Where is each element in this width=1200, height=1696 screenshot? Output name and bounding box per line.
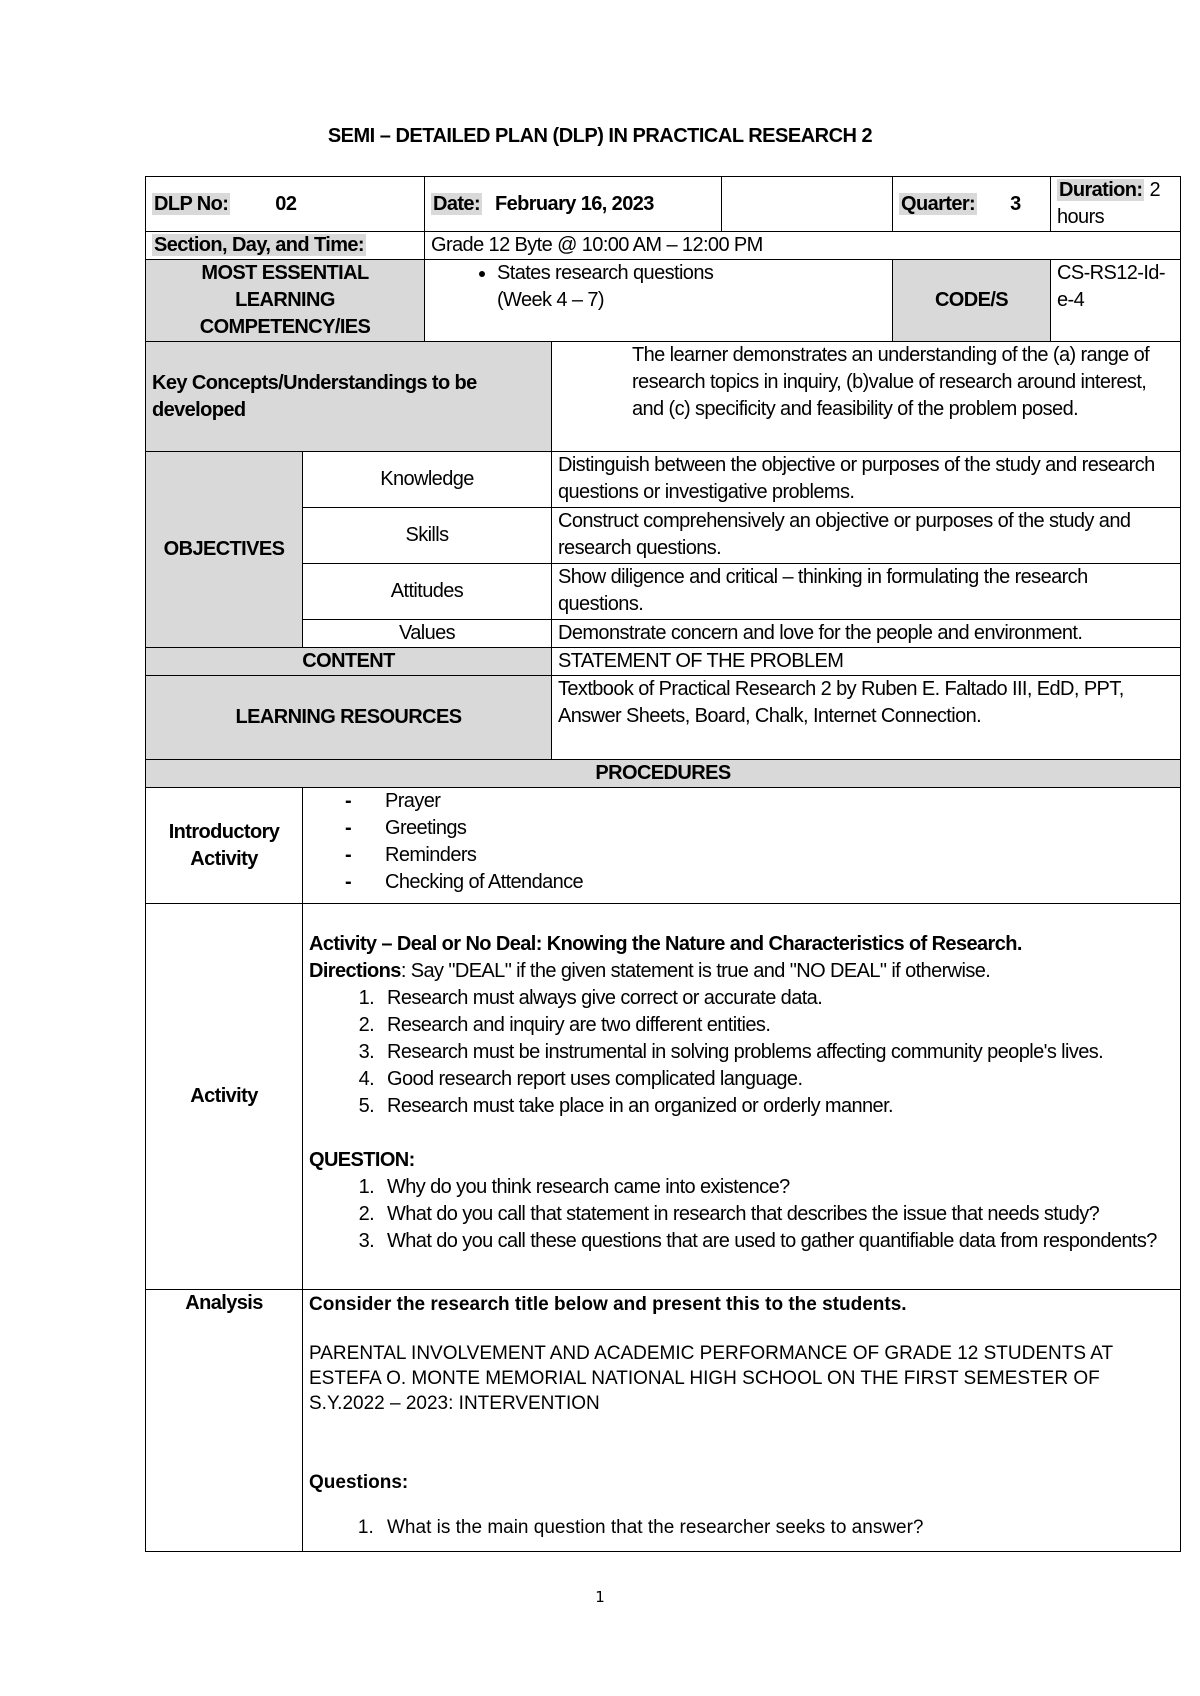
header-row: [146, 177, 1181, 232]
content-row: [146, 648, 1181, 676]
objective-text-attitudes: Show diligence and critical – thinking in formulating the research questions.: [552, 564, 1181, 620]
objective-label-knowledge: Knowledge: [303, 452, 552, 508]
intro-item: - Greetings: [309, 815, 1174, 842]
procedures-row: [146, 760, 1181, 788]
objective-text-knowledge: Distinguish between the objective or purposes of the study and research questions or investigative problems.: [552, 452, 1181, 508]
key-concepts-label: Key Concepts/Understandings to be developed: [146, 342, 552, 452]
page-title: SEMI – DETAILED PLAN (DLP) IN PRACTICAL RESEARCH 2: [327, 125, 873, 147]
directions: [309, 958, 1174, 985]
analysis-question-list: [309, 1515, 1174, 1540]
resources-label: LEARNING RESOURCES: [146, 676, 552, 760]
intro-row: [146, 788, 1181, 904]
blank-cell: [722, 177, 893, 232]
objective-row-knowledge: [146, 452, 1181, 508]
intro-cell: [303, 788, 1181, 904]
intro-item: - Prayer: [309, 788, 1174, 815]
objective-label-skills: Skills: [303, 508, 552, 564]
duration-label: Duration:: [1059, 179, 1143, 201]
section-label: Section, Day, and Time:: [154, 234, 364, 256]
activity-label: Activity: [146, 904, 303, 1290]
statement-item: 2. Research and inquiry are two different entities.: [379, 1012, 1174, 1039]
statement-item: 3. Research must be instrumental in solving problems affecting community people's lives.: [379, 1039, 1174, 1066]
analysis-questions-label: Questions:: [309, 1472, 409, 1493]
page-number: 1: [595, 1588, 605, 1606]
code-value: CS-RS12-Id-e-4: [1051, 260, 1181, 342]
date-value: February 16, 2023: [494, 192, 654, 215]
intro-label: Introductory Activity: [146, 788, 303, 904]
statement-item: 4. Good research report uses complicated language.: [379, 1066, 1174, 1093]
analysis-cell: [303, 1290, 1181, 1552]
activity-title: Activity – Deal or No Deal: Knowing the Nature and Characteristics of Research.: [309, 933, 1022, 955]
date-cell: [425, 177, 722, 232]
analysis-question-item: 1. What is the main question that the researcher seeks to answer?: [379, 1515, 1174, 1540]
quarter-cell: [893, 177, 1051, 232]
question-label: QUESTION:: [309, 1149, 415, 1171]
competency-row: [146, 260, 1181, 342]
resources-row: [146, 676, 1181, 760]
content-label: CONTENT: [146, 648, 552, 676]
intro-item: - Checking of Attendance: [309, 869, 1174, 896]
section-label-cell: [146, 232, 425, 260]
directions-text: : Say "DEAL" if the given statement is true and "NO DEAL" if otherwise.: [400, 960, 991, 982]
question-list: [309, 1174, 1174, 1255]
activity-cell: [303, 904, 1181, 1290]
analysis-label: Analysis: [146, 1290, 303, 1552]
key-concepts-text: The learner demonstrates an understanding of the (a) range of research topics in inquiry, (b)value of research around interest, and (c) specificity and feasibility of the problem posed.: [552, 342, 1181, 452]
section-row: [146, 232, 1181, 260]
intro-item: - Reminders: [309, 842, 1174, 869]
objective-text-skills: Construct comprehensively an objective or purposes of the study and research questions.: [552, 508, 1181, 564]
objective-label-values: Values: [303, 620, 552, 648]
dlp-table: [145, 176, 1181, 1552]
objectives-label: OBJECTIVES: [146, 452, 303, 648]
question-item: 1. Why do you think research came into existence?: [379, 1174, 1174, 1201]
research-title: PARENTAL INVOLVEMENT AND ACADEMIC PERFORMANCE OF GRADE 12 STUDENTS AT ESTEFA O. MONTE MEMORIAL NATIONAL HIGH SCHOOL ON THE FIRST SEMESTER OF S.Y.2022 – 2023: INTERVENTION: [309, 1343, 1113, 1414]
analysis-instruction: Consider the research title below and present this to the students.: [309, 1294, 907, 1315]
dlp-no-value: 02: [275, 192, 297, 215]
objective-text-values: Demonstrate concern and love for the people and environment.: [552, 620, 1181, 648]
objective-label-attitudes: Attitudes: [303, 564, 552, 620]
competency-bullet: • States research questions: [497, 260, 886, 287]
content-value: STATEMENT OF THE PROBLEM: [552, 648, 1181, 676]
duration-value: 2 hours: [1057, 179, 1160, 228]
dlp-no-label: DLP No:: [154, 192, 229, 215]
date-label: Date:: [433, 192, 481, 215]
competency-cell: [425, 260, 893, 342]
analysis-row: [146, 1290, 1181, 1552]
duration-cell: [1051, 177, 1181, 232]
competency-label: MOST ESSENTIAL LEARNING COMPETENCY/IES: [146, 260, 425, 342]
quarter-value: 3: [1010, 192, 1021, 215]
key-concepts-row: [146, 342, 1181, 452]
procedures-label: PROCEDURES: [146, 760, 1181, 788]
dlp-no-cell: [146, 177, 425, 232]
question-item: 2. What do you call that statement in research that describes the issue that needs study?: [379, 1201, 1174, 1228]
code-label: CODE/S: [893, 260, 1051, 342]
statement-item: 1. Research must always give correct or accurate data.: [379, 985, 1174, 1012]
directions-label: Directions: [309, 960, 401, 982]
quarter-label: Quarter:: [901, 192, 976, 215]
activity-row: [146, 904, 1181, 1290]
statement-list: [309, 985, 1174, 1120]
statement-item: 5. Research must take place in an organized or orderly manner.: [379, 1093, 1174, 1120]
section-value: Grade 12 Byte @ 10:00 AM – 12:00 PM: [425, 232, 1181, 260]
question-item: 3. What do you call these questions that are used to gather quantifiable data from respondents?: [379, 1228, 1174, 1255]
resources-value: Textbook of Practical Research 2 by Ruben E. Faltado III, EdD, PPT, Answer Sheets, Board, Chalk, Internet Connection.: [552, 676, 1181, 760]
competency-week: (Week 4 – 7): [497, 289, 604, 311]
